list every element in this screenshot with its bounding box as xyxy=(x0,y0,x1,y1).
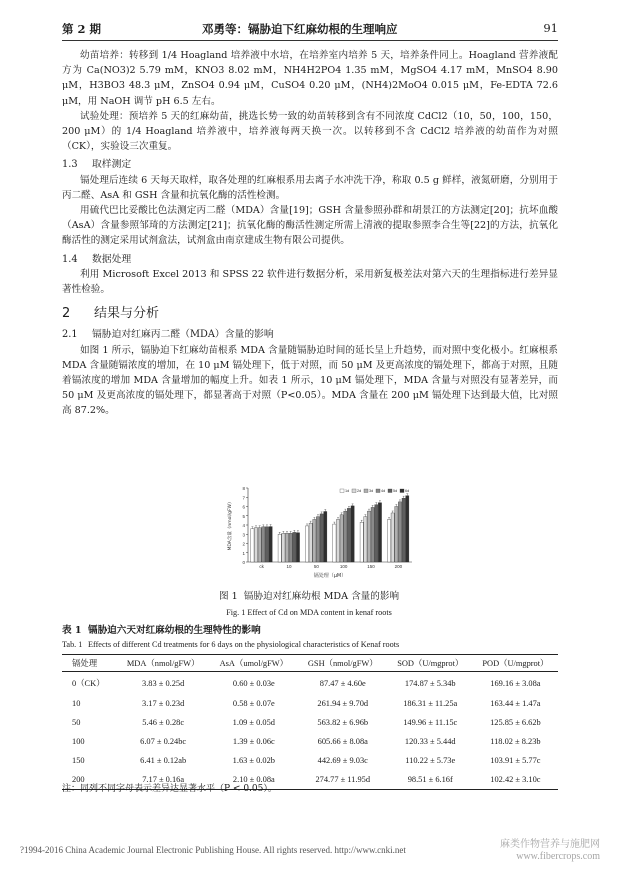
x-tick-label: ck xyxy=(259,564,264,569)
table-cell: 5.46 ± 0.28c xyxy=(142,718,185,727)
paragraph-seedling-culture: 幼苗培养：转移到 1/4 Hoagland 培养液中水培，在培养室内培养 5 天，培养条件同上。Hoagland 营养液配方为 Ca(NO3)2 5.79 mM，KNO3 8.02 mM，NH4H2PO4 1.35 mM，MgSO4 4.17 mM，MnSO4 8.90 μM，H3BO3 48.3 μM，ZnSO4 0.94 μM，CuSO4 0.20 μM，(NH4)2MoO4 0.015 μM，Fe-EDTA 72.6 μM，用 NaOH 调节 pH 6.5 左右。 xyxy=(62,50,558,107)
table-cell: 120.33 ± 5.44d xyxy=(404,737,456,746)
paragraph-data-processing: 利用 Microsoft Excel 2013 和 SPSS 22 软件进行数据分析，采用新复极差法对第六天的生理指标进行差异显著性检验。 xyxy=(62,268,558,296)
table-header-row xyxy=(62,655,558,672)
table-cell: 0（CK） xyxy=(72,679,105,688)
bar xyxy=(320,514,323,562)
table-cell: 563.82 ± 6.96b xyxy=(317,718,369,727)
bar xyxy=(395,507,398,563)
table-note: 注：同列不同字母表示差异达显著水平（P < 0.05）。 xyxy=(62,784,277,794)
bar xyxy=(344,511,347,562)
section-heading-2-1 xyxy=(62,327,558,342)
bar xyxy=(340,515,343,562)
y-axis-label: MDA含量（nmol/gFW） xyxy=(228,499,233,551)
column-header: AsA（umol/gFW） xyxy=(210,655,298,672)
x-tick-label: 100 xyxy=(339,564,348,569)
bar xyxy=(367,511,370,562)
legend-label: 1d xyxy=(345,489,350,493)
figure-caption-en: Fig. 1 Effect of Cd on MDA content in kenaf roots xyxy=(226,608,392,617)
y-tick-label: 5 xyxy=(242,513,245,519)
table-cell: 50 xyxy=(72,718,81,727)
page-number: 91 xyxy=(543,21,558,35)
paragraph-treatment: 试验处理：预培养 5 天的红麻幼苗，挑选长势一致的幼苗转移到含有不同浓度 CdCl2（10，50，100，150，200 μM）的 1/4 Hoagland 培养液中，培养液每两天换一次。以转移到不含 CdCl2 培养液的幼苗作为对照（CK），实验设三次重复。 xyxy=(62,110,558,153)
table-cell: 442.69 ± 9.03c xyxy=(317,756,368,765)
table-cell: 0.60 ± 0.03e xyxy=(232,678,275,688)
table-number: 表 1 xyxy=(62,625,82,636)
results-table xyxy=(62,654,558,790)
legend-label: 5d xyxy=(393,489,398,493)
figure-number: 图 1 xyxy=(218,591,238,602)
table-title-en: Effects of different Cd treatments for 6 days on the physiological characteristics of Kenaf roots xyxy=(88,640,400,649)
legend-swatch xyxy=(376,489,380,493)
table-cell: 150 xyxy=(72,756,85,765)
bar xyxy=(296,533,299,562)
x-tick-label: 200 xyxy=(394,564,403,569)
figure-title: 镉胁迫对红麻幼根 MDA 含量的影响 xyxy=(243,591,400,602)
table-cell: 6.41 ± 0.12ab xyxy=(140,756,187,765)
table-cell: 100 xyxy=(72,737,85,746)
table-cell: 110.22 ± 5.73e xyxy=(405,756,456,765)
section-number: 1.4 xyxy=(62,253,78,265)
legend-swatch xyxy=(352,489,356,493)
legend-swatch xyxy=(400,489,404,493)
bar xyxy=(262,527,265,562)
x-tick-label: 150 xyxy=(367,564,375,569)
copyright-line: ?1994-2016 China Academic Journal Electronic Publishing House. All rights reserved. http://www.cnki.net xyxy=(20,845,406,855)
y-tick-label: 6 xyxy=(242,504,245,510)
bar xyxy=(336,519,339,562)
legend-swatch xyxy=(364,489,368,493)
bar xyxy=(375,505,378,562)
column-header: 镉处理 xyxy=(62,655,117,672)
bar xyxy=(258,528,261,562)
table-cell: 149.96 ± 11.15c xyxy=(403,718,458,727)
body-text xyxy=(62,48,558,419)
table-cell: 2.10 ± 0.08a xyxy=(210,770,298,790)
bar xyxy=(282,533,285,562)
table-cell: 186.31 ± 11.25a xyxy=(403,699,458,708)
bar xyxy=(371,507,374,562)
bar xyxy=(278,534,281,562)
bar xyxy=(265,527,268,562)
bar xyxy=(254,528,257,562)
section-heading-2 xyxy=(62,306,558,321)
bar xyxy=(391,513,394,562)
paragraph-sampling: 镉处理后连续 6 天每天取样，取各处理的红麻根系用去离子水冲洗干净，称取 0.5 g 鲜样，液氮研磨，分别用于丙二醛、AsA 和 GSH 含量和抗氧化酶的活性检测。 xyxy=(62,174,558,201)
column-header: POD（U/mgprot） xyxy=(473,655,558,672)
table-row xyxy=(62,732,558,751)
column-header: SOD（U/mgprot） xyxy=(388,655,473,672)
table-row xyxy=(62,713,558,732)
figure-caption-cn xyxy=(0,588,618,602)
table-caption-cn xyxy=(62,622,261,636)
table-caption-en xyxy=(62,640,399,649)
bar xyxy=(316,517,319,562)
table-cell: 0.58 ± 0.07e xyxy=(232,699,275,708)
legend-label: 2d xyxy=(357,489,362,493)
bar xyxy=(285,533,288,562)
bar xyxy=(333,524,336,562)
bar xyxy=(364,517,367,562)
y-tick-label: 7 xyxy=(242,495,245,501)
x-tick-label: 10 xyxy=(286,564,292,569)
table-number-en: Tab. 1 xyxy=(62,640,83,649)
table-cell: 6.07 ± 0.24bc xyxy=(140,737,187,746)
legend-swatch xyxy=(388,489,392,493)
bar xyxy=(360,522,363,562)
table-cell: 1.09 ± 0.05d xyxy=(232,718,275,727)
table-title: 镉胁迫六天对红麻幼根的生理特性的影响 xyxy=(88,625,261,636)
table-cell: 1.63 ± 0.02b xyxy=(232,756,275,765)
table-cell: 103.91 ± 5.77c xyxy=(490,756,541,765)
paragraph-results-mda: 如图 1 所示，镉胁迫下红麻幼苗根系 MDA 含量随镉胁迫时间的延长呈上升趋势，而对照中变化极小。红麻根系 MDA 含量随镉浓度的增加，在 10 μM 镉处理下，低于对照，而 50 μM 及更高浓度的镉处理下，都高于对照，且随着镉浓度的增加 MDA 含量增加的幅度上升。如表 1 所示，10 μM 镉处理下，MDA 含量与对照没有显著差异，而 50 μM 及更高浓度的镉处理下，都显著高于对照（P<0.05）。MDA 含量在 200 μM 镉处理下达到最大值，比对照高 87.2%。 xyxy=(62,344,558,417)
section-heading-1-4 xyxy=(62,252,558,267)
table-row xyxy=(62,751,558,770)
bar xyxy=(347,508,350,562)
column-header: GSH（nmol/gFW） xyxy=(298,655,388,672)
x-axis-label: 镉处理（μM） xyxy=(313,573,347,579)
issue-label: 第 2 期 xyxy=(62,22,102,36)
bar xyxy=(313,519,316,562)
table-cell: 98.51 ± 6.16f xyxy=(388,770,473,790)
legend-label: 6d xyxy=(405,489,410,493)
bar xyxy=(305,526,308,562)
table-row xyxy=(62,672,558,695)
y-tick-label: 4 xyxy=(242,523,245,528)
table-cell: 605.66 ± 8.08a xyxy=(317,737,368,746)
bar xyxy=(324,511,327,562)
bar xyxy=(398,502,401,562)
table-row xyxy=(62,694,558,713)
section-number: 1.3 xyxy=(62,159,78,171)
bar xyxy=(351,506,354,562)
table-cell: 174.87 ± 5.34b xyxy=(404,678,456,688)
running-title: 邓勇等：镉胁迫下红麻幼根的生理响应 xyxy=(202,22,398,36)
bar xyxy=(289,533,292,562)
bar xyxy=(251,529,254,562)
y-tick-label: 8 xyxy=(242,486,245,491)
y-tick-label: 2 xyxy=(242,541,245,547)
paragraph-methods: 用硫代巴比妥酸比色法测定丙二醛（MDA）含量[19]；GSH 含量参照孙群和胡景江的方法测定[20]；抗坏血酸（AsA）含量参照邹琦的方法测定[21]；抗氧化酶的酶活性测定所需上清液的提取参照李合生等[22]的方法，抗氧化酶活性的测定采用试剂盒法，试剂盒由南京建成生物有限公司提供。 xyxy=(62,205,558,247)
legend-swatch xyxy=(340,489,344,493)
table-cell: 163.44 ± 1.47a xyxy=(490,699,541,708)
y-tick-label: 0 xyxy=(242,560,245,565)
mda-bar-chart xyxy=(222,482,418,582)
legend-label: 3d xyxy=(369,489,374,493)
table-cell: 10 xyxy=(72,699,81,708)
y-tick-label: 3 xyxy=(242,532,245,538)
section-title: 数据处理 xyxy=(92,253,132,265)
table-cell: 274.77 ± 11.95d xyxy=(298,770,388,790)
section-title: 取样测定 xyxy=(92,159,132,171)
table-cell: 102.42 ± 3.10c xyxy=(473,770,558,790)
bar xyxy=(406,496,409,562)
page-footer xyxy=(20,839,600,862)
table-cell: 87.47 ± 4.60e xyxy=(319,678,366,688)
watermark xyxy=(500,839,600,863)
table-cell: 3.83 ± 0.25d xyxy=(142,678,185,688)
y-tick-label: 1 xyxy=(242,550,245,556)
bar xyxy=(309,523,312,562)
section-title: 结果与分析 xyxy=(94,306,160,322)
watermark-url: www.fibercrops.com xyxy=(516,851,600,862)
section-heading-1-3 xyxy=(62,157,558,172)
table-cell: 125.85 ± 6.62b xyxy=(490,718,541,727)
legend-label: 4d xyxy=(381,489,386,493)
section-number: 2.1 xyxy=(62,329,78,341)
bar xyxy=(378,503,381,562)
bar xyxy=(293,532,296,562)
x-tick-label: 50 xyxy=(313,564,319,569)
column-header: MDA（nmol/gFW） xyxy=(117,655,210,672)
table-cell: 261.94 ± 9.70d xyxy=(317,699,369,708)
table-cell: 7.17 ± 0.16a xyxy=(117,770,210,790)
figure-1 xyxy=(222,482,418,582)
table-cell: 1.39 ± 0.06c xyxy=(232,737,275,746)
bar xyxy=(387,519,390,562)
table-cell: 200 xyxy=(62,770,117,790)
table-cell: 118.02 ± 8.23b xyxy=(490,737,541,746)
table-cell: 169.16 ± 3.08a xyxy=(490,678,541,688)
watermark-cn: 麻类作物营养与施肥网 xyxy=(500,839,600,850)
bar xyxy=(269,527,272,562)
section-title: 镉胁迫对红麻丙二醛（MDA）含量的影响 xyxy=(92,329,274,341)
section-number: 2 xyxy=(62,306,71,322)
running-header xyxy=(62,18,558,41)
bar xyxy=(402,498,405,562)
table-cell: 3.17 ± 0.23d xyxy=(142,699,185,708)
